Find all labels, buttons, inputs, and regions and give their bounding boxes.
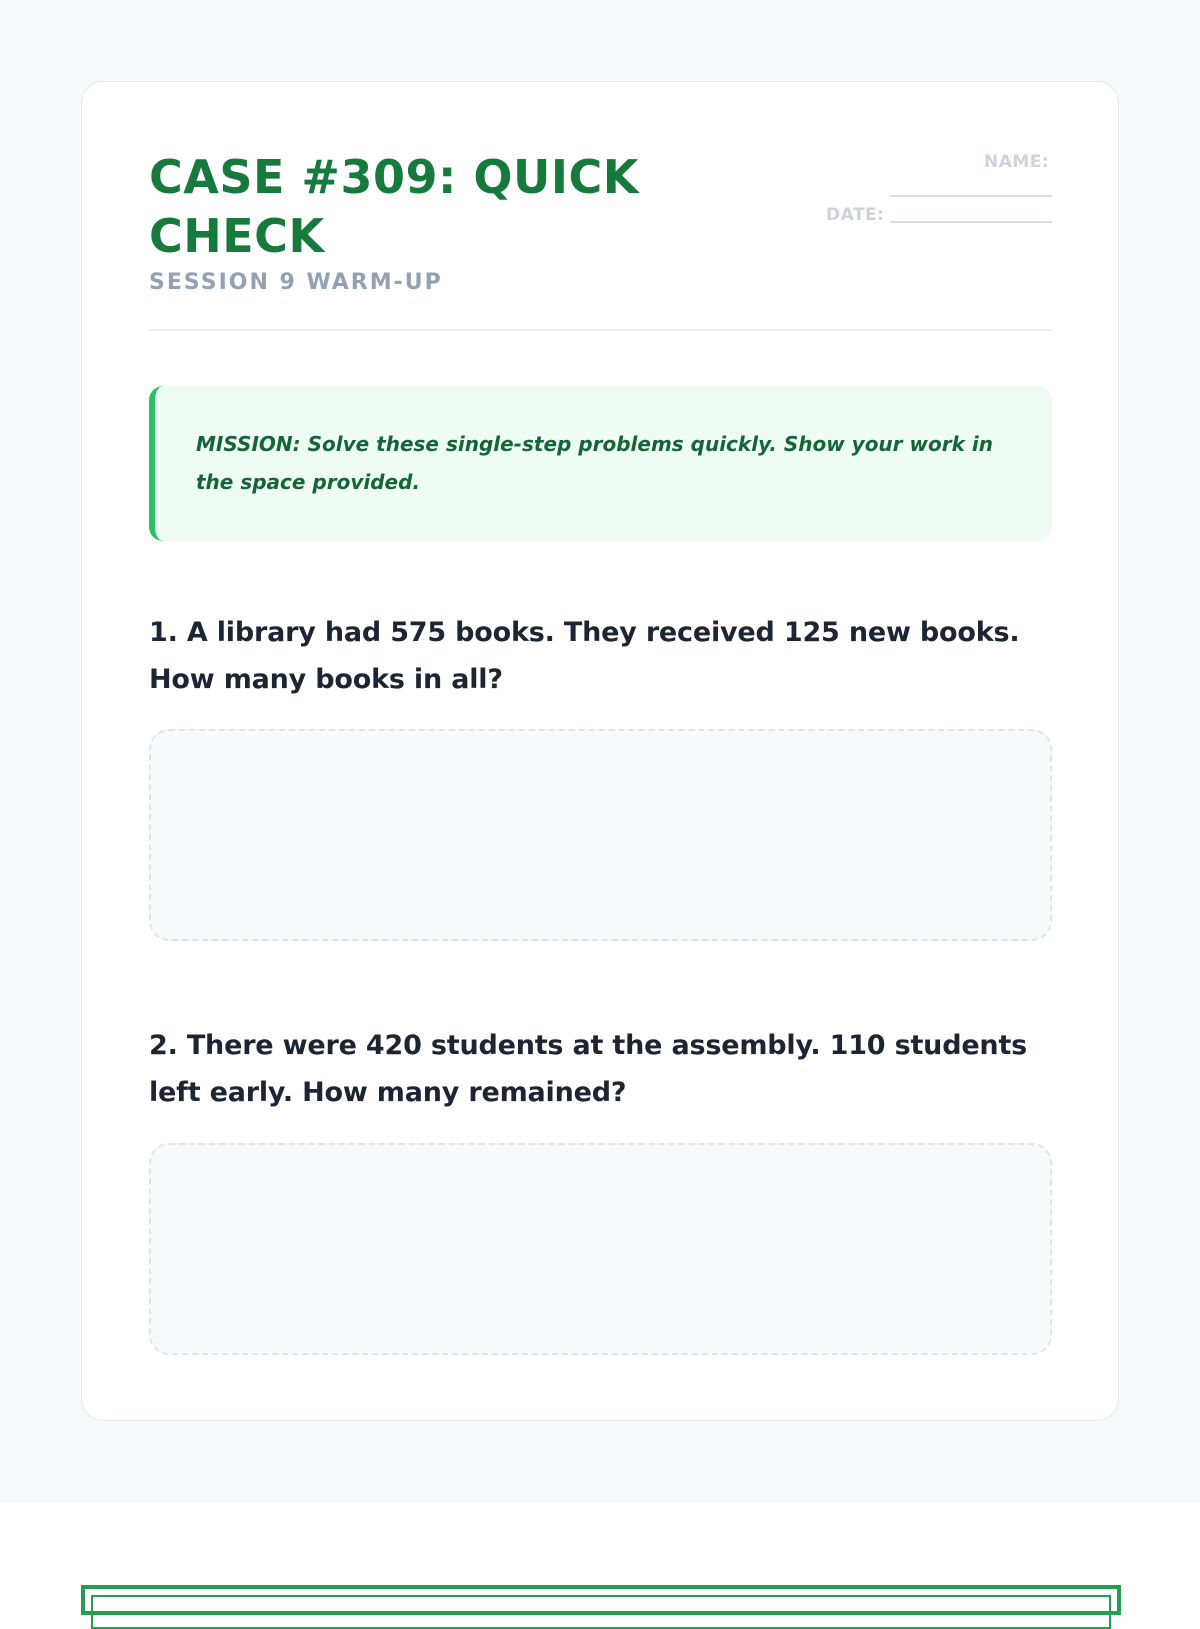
mission-callout xyxy=(149,386,1052,541)
next-page-inner-border xyxy=(91,1595,1111,1629)
date-label: DATE: xyxy=(826,205,885,225)
question-1: 1. A library had 575 books. They received 125 new books. How many books in all? xyxy=(149,617,1020,695)
worksheet-subtitle: SESSION 9 WARM-UP xyxy=(149,270,443,295)
question-2: 2. There were 420 students at the assembly. 110 students left early. How many remained? xyxy=(149,1030,1028,1108)
next-page-border xyxy=(81,1585,1121,1615)
header-divider xyxy=(149,329,1052,331)
date-field[interactable] xyxy=(890,221,1052,223)
name-field[interactable] xyxy=(890,195,1052,197)
answer-area-2[interactable] xyxy=(149,1143,1052,1355)
answer-area-1[interactable] xyxy=(149,729,1052,941)
mission-text: MISSION: Solve these single-step problems quickly. Show your work in the space provided. xyxy=(196,432,993,494)
name-label: NAME: xyxy=(984,152,1050,172)
worksheet-title: CASE #309: QUICK CHECK xyxy=(149,150,639,263)
